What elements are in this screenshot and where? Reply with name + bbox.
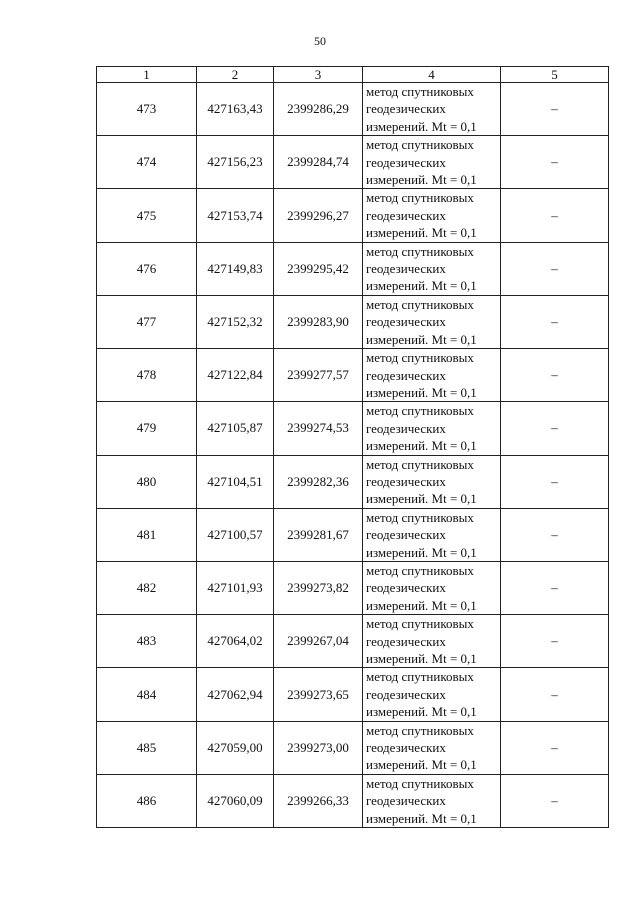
point-number-cell: 480 [97, 455, 197, 508]
y-coordinate-cell: 2399274,53 [274, 402, 363, 455]
column-header-3: 3 [274, 67, 363, 83]
point-number-cell: 476 [97, 242, 197, 295]
table-row [97, 774, 609, 827]
method-line: метод спутниковых [366, 190, 474, 206]
table-row [97, 189, 609, 242]
table-row [97, 136, 609, 189]
method-line: измерений. Mt = 0,1 [366, 597, 477, 613]
table-header-row [97, 67, 609, 83]
point-number-cell: 473 [97, 83, 197, 136]
method-line: измерений. Mt = 0,1 [366, 384, 477, 400]
y-coordinate-cell: 2399296,27 [274, 189, 363, 242]
y-coordinate-cell: 2399286,29 [274, 83, 363, 136]
y-coordinate-cell: 2399266,33 [274, 774, 363, 827]
x-coordinate-cell: 427152,32 [197, 295, 274, 348]
note-cell: – [501, 455, 609, 508]
x-coordinate-cell: 427100,57 [197, 508, 274, 561]
column-header-5: 5 [501, 67, 609, 83]
x-coordinate-cell: 427163,43 [197, 83, 274, 136]
method-cell [363, 83, 501, 136]
method-line: измерений. Mt = 0,1 [366, 810, 477, 826]
method-line: метод спутниковых [366, 562, 474, 578]
method-line: метод спутниковых [366, 722, 474, 738]
y-coordinate-cell: 2399282,36 [274, 455, 363, 508]
method-cell [363, 136, 501, 189]
table-row [97, 242, 609, 295]
point-number-cell: 474 [97, 136, 197, 189]
note-cell: – [501, 721, 609, 774]
method-cell [363, 242, 501, 295]
x-coordinate-cell: 427105,87 [197, 402, 274, 455]
y-coordinate-cell: 2399284,74 [274, 136, 363, 189]
x-coordinate-cell: 427064,02 [197, 615, 274, 668]
table-body [97, 83, 609, 828]
method-line: измерений. Mt = 0,1 [366, 172, 477, 188]
method-cell [363, 774, 501, 827]
point-number-cell: 482 [97, 561, 197, 614]
column-header-2: 2 [197, 67, 274, 83]
table-row [97, 402, 609, 455]
method-cell [363, 402, 501, 455]
note-cell: – [501, 136, 609, 189]
method-line: метод спутниковых [366, 296, 474, 312]
point-number-cell: 484 [97, 668, 197, 721]
note-cell: – [501, 615, 609, 668]
table-row [97, 83, 609, 136]
method-line: геодезических [366, 154, 446, 170]
note-cell: – [501, 508, 609, 561]
table-row [97, 615, 609, 668]
point-number-cell: 486 [97, 774, 197, 827]
column-header-1: 1 [97, 67, 197, 83]
table-row [97, 349, 609, 402]
point-number-cell: 478 [97, 349, 197, 402]
method-line: измерений. Mt = 0,1 [366, 438, 477, 454]
page-number: 50 [314, 34, 326, 48]
x-coordinate-cell: 427153,74 [197, 189, 274, 242]
note-cell: – [501, 561, 609, 614]
method-line: измерений. Mt = 0,1 [366, 757, 477, 773]
method-cell [363, 349, 501, 402]
table-row [97, 508, 609, 561]
coordinates-table [96, 66, 609, 828]
point-number-cell: 479 [97, 402, 197, 455]
method-line: измерений. Mt = 0,1 [366, 118, 477, 134]
x-coordinate-cell: 427101,93 [197, 561, 274, 614]
note-cell: – [501, 295, 609, 348]
table-row [97, 668, 609, 721]
method-line: измерений. Mt = 0,1 [366, 331, 477, 347]
method-line: геодезических [366, 793, 446, 809]
method-cell [363, 189, 501, 242]
x-coordinate-cell: 427060,09 [197, 774, 274, 827]
method-cell [363, 295, 501, 348]
method-line: геодезических [366, 580, 446, 596]
y-coordinate-cell: 2399273,82 [274, 561, 363, 614]
point-number-cell: 483 [97, 615, 197, 668]
method-line: измерений. Mt = 0,1 [366, 225, 477, 241]
y-coordinate-cell: 2399295,42 [274, 242, 363, 295]
method-line: измерений. Mt = 0,1 [366, 491, 477, 507]
y-coordinate-cell: 2399277,57 [274, 349, 363, 402]
method-cell [363, 721, 501, 774]
method-line: метод спутниковых [366, 509, 474, 525]
method-line: геодезических [366, 420, 446, 436]
y-coordinate-cell: 2399281,67 [274, 508, 363, 561]
method-line: метод спутниковых [366, 137, 474, 153]
method-line: метод спутниковых [366, 775, 474, 791]
table-row [97, 721, 609, 774]
method-line: геодезических [366, 527, 446, 543]
method-line: метод спутниковых [366, 403, 474, 419]
method-cell [363, 561, 501, 614]
method-line: измерений. Mt = 0,1 [366, 651, 477, 666]
method-line: метод спутниковых [366, 669, 474, 685]
column-header-4: 4 [363, 67, 501, 83]
method-line: геодезических [366, 473, 446, 489]
method-line: измерений. Mt = 0,1 [366, 278, 477, 294]
method-line: метод спутниковых [366, 84, 474, 99]
point-number-cell: 477 [97, 295, 197, 348]
note-cell: – [501, 83, 609, 136]
note-cell: – [501, 349, 609, 402]
method-cell [363, 668, 501, 721]
method-line: геодезических [366, 740, 446, 756]
method-line: геодезических [366, 367, 446, 383]
method-line: геодезических [366, 314, 446, 330]
y-coordinate-cell: 2399273,65 [274, 668, 363, 721]
table-row [97, 295, 609, 348]
method-line: геодезических [366, 633, 446, 649]
note-cell: – [501, 242, 609, 295]
method-cell [363, 615, 501, 668]
note-cell: – [501, 189, 609, 242]
method-line: геодезических [366, 101, 446, 117]
x-coordinate-cell: 427059,00 [197, 721, 274, 774]
point-number-cell: 475 [97, 189, 197, 242]
method-line: метод спутниковых [366, 243, 474, 259]
x-coordinate-cell: 427149,83 [197, 242, 274, 295]
note-cell: – [501, 402, 609, 455]
y-coordinate-cell: 2399267,04 [274, 615, 363, 668]
method-line: измерений. Mt = 0,1 [366, 544, 477, 560]
method-line: метод спутниковых [366, 616, 474, 632]
table-row [97, 561, 609, 614]
point-number-cell: 481 [97, 508, 197, 561]
method-line: геодезических [366, 207, 446, 223]
y-coordinate-cell: 2399283,90 [274, 295, 363, 348]
note-cell: – [501, 668, 609, 721]
table-row [97, 455, 609, 508]
y-coordinate-cell: 2399273,00 [274, 721, 363, 774]
method-line: метод спутниковых [366, 350, 474, 366]
method-cell [363, 508, 501, 561]
method-line: измерений. Mt = 0,1 [366, 704, 477, 720]
x-coordinate-cell: 427156,23 [197, 136, 274, 189]
method-cell [363, 455, 501, 508]
x-coordinate-cell: 427062,94 [197, 668, 274, 721]
method-line: метод спутниковых [366, 456, 474, 472]
method-line: геодезических [366, 686, 446, 702]
point-number-cell: 485 [97, 721, 197, 774]
note-cell: – [501, 774, 609, 827]
x-coordinate-cell: 427104,51 [197, 455, 274, 508]
method-line: геодезических [366, 261, 446, 277]
x-coordinate-cell: 427122,84 [197, 349, 274, 402]
